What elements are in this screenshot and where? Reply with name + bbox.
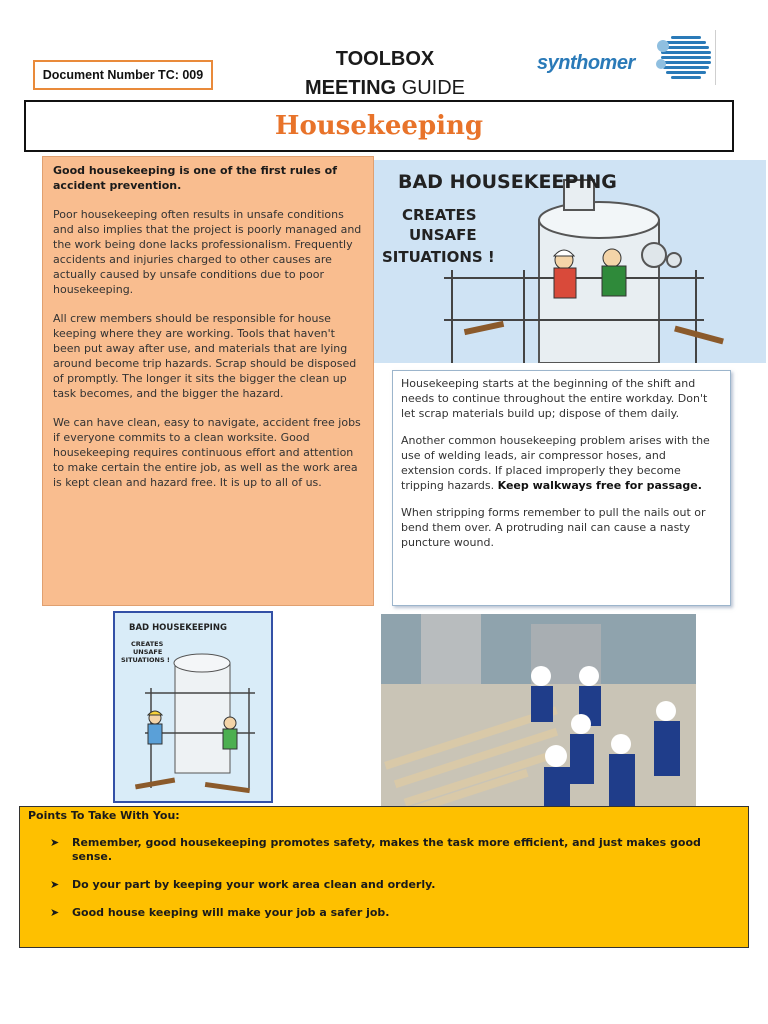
small-poster-illustration [115, 613, 271, 801]
intro-paragraph-2: All crew members should be responsible for house keeping where they are working. Tools that haven't been put away after use, and materials that are lying around become trip hazards. Scrap should be disposed of promptly. The longer it sits the bigger the clean up task becomes, and the bigger the hazard. [53, 312, 357, 400]
points-heading: Points To Take With You: [28, 809, 180, 822]
poster-headline: BAD HOUSEKEEPING [398, 171, 617, 193]
title-meeting: MEETING [304, 77, 397, 99]
logo-divider [715, 30, 716, 85]
title-meeting-guide [285, 77, 485, 100]
shift-paragraph-2-text: Another common housekeeping problem arises with the use of welding leads, air compressor hoses, and extension cords. If placed improperly they become tripping hazards. [401, 434, 710, 492]
points-item-text: Do your part by keeping your work area clean and orderly. [72, 878, 436, 891]
small-poster-creates: CREATES [131, 640, 164, 648]
arrow-bullet-icon: ➤ [50, 906, 60, 919]
workers-photo-illustration [381, 614, 696, 814]
arrow-bullet-icon: ➤ [50, 836, 60, 849]
arrow-bullet-icon: ➤ [50, 878, 60, 891]
points-item [28, 836, 740, 864]
bad-housekeeping-poster-large [374, 160, 766, 363]
intro-paragraph-3: We can have clean, easy to navigate, accident free jobs if everyone commits to a clean worksite. Good housekeeping requires continuous effort and attention to make certain the entire job, as well as the work area is kept clean and hazard free. It is up to all of us. [53, 416, 361, 489]
shift-paragraph-2-emphasis: Keep walkways free for passage. [497, 479, 702, 492]
intro-lead: Good housekeeping is one of the first rules of accident prevention. [53, 164, 337, 192]
poster-line-unsafe: UNSAFE [409, 226, 477, 244]
points-to-take-box [19, 806, 749, 948]
synthomer-logo [535, 30, 725, 90]
title-guide: GUIDE [396, 77, 466, 99]
logo-text: synthomer [537, 52, 635, 74]
small-poster-situations: SITUATIONS ! [121, 656, 170, 664]
title-toolbox: TOOLBOX [335, 48, 435, 70]
shift-guidance-box [392, 370, 731, 606]
shift-paragraph-2 [401, 433, 722, 493]
construction-workers-photo [381, 614, 696, 814]
bad-housekeeping-poster-small [113, 611, 273, 803]
document-number: Document Number TC: 009 [33, 60, 213, 90]
page-title: Housekeeping [24, 100, 734, 152]
poster-illustration [374, 160, 766, 363]
points-item-text: Good house keeping will make your job a safer job. [72, 906, 390, 919]
poster-line-creates: CREATES [402, 206, 477, 224]
points-item [28, 878, 740, 892]
points-item-text: Remember, good housekeeping promotes safety, makes the task more efficient, and just makes good sense. [72, 836, 701, 863]
poster-line-situations: SITUATIONS ! [382, 248, 495, 266]
shift-paragraph-3: When stripping forms remember to pull the nails out or bend them over. A protruding nail can cause a nasty puncture wound. [401, 506, 706, 549]
points-item [28, 906, 740, 920]
points-list [28, 836, 740, 920]
intro-box [42, 156, 374, 606]
small-poster-headline: BAD HOUSEKEEPING [129, 623, 227, 633]
intro-paragraph-1: Poor housekeeping often results in unsafe conditions and also implies that the project is poorly managed and the work being done lacks professionalism. Frequently accidents and injuries charged to other causes are actually caused by unsafe conditions due to poor housekeeping. [53, 208, 362, 296]
small-poster-unsafe: UNSAFE [133, 648, 163, 656]
logo-sphere-icon [653, 32, 723, 92]
shift-paragraph-1: Housekeeping starts at the beginning of the shift and needs to continue throughout the entire workday. Don't let scrap materials build up; dispose of them daily. [401, 377, 708, 420]
